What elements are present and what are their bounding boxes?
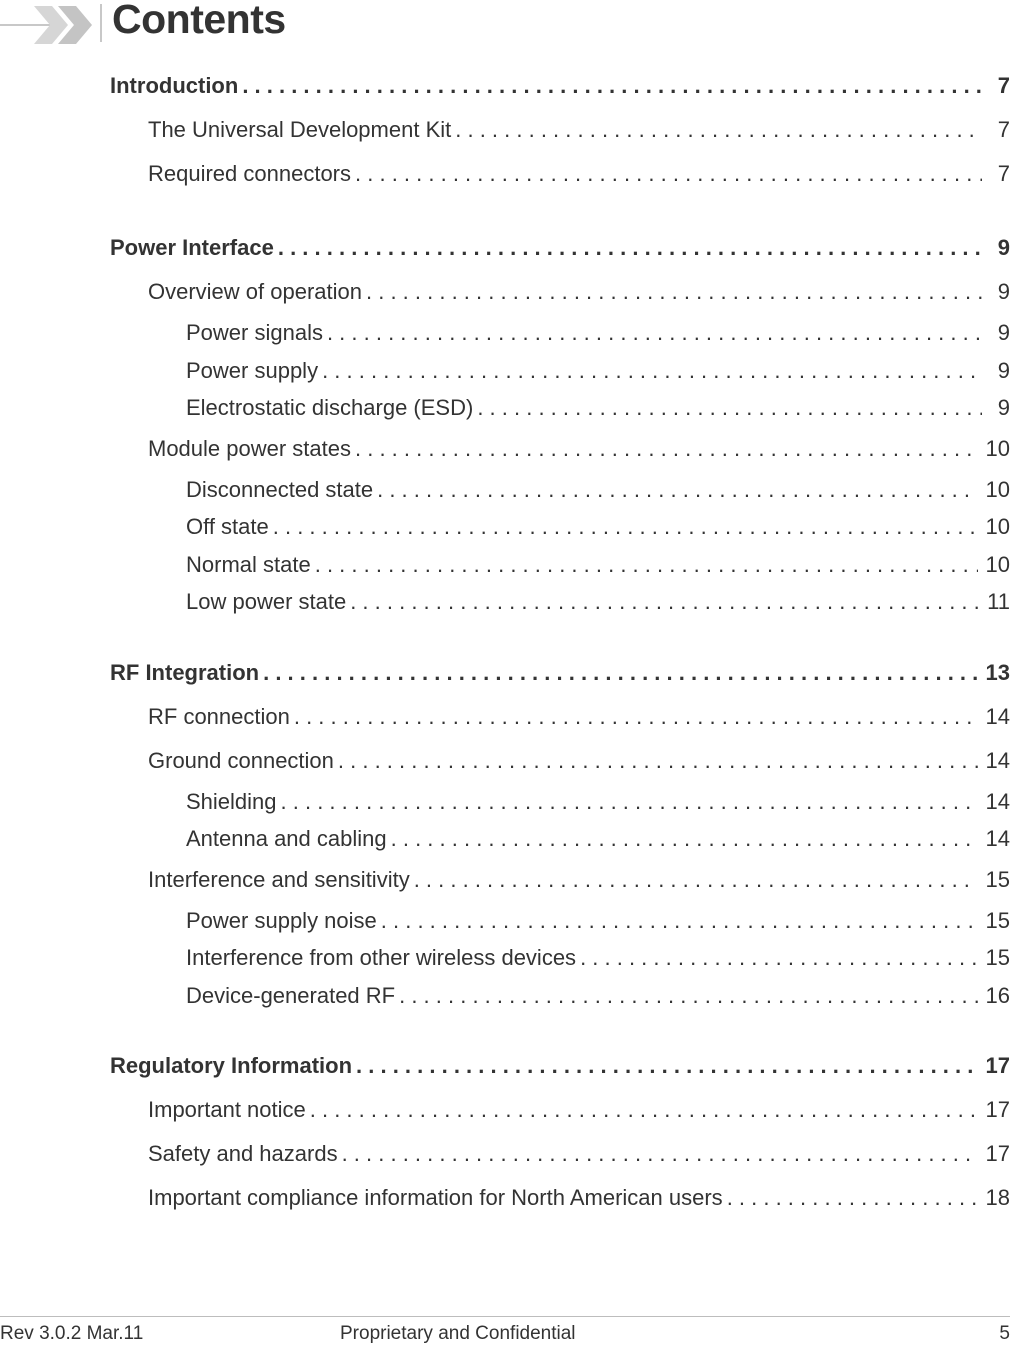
toc-entry-title: Module power states [148, 435, 351, 461]
toc-page-number: 10 [985, 514, 1010, 539]
toc-page-number: 10 [985, 551, 1010, 577]
toc-section[interactable] [148, 858, 1010, 902]
page-header [0, 0, 1010, 50]
toc-entry-title: Shielding [186, 788, 277, 814]
toc-page-number: 9 [997, 279, 1010, 304]
toc-leader [727, 1176, 978, 1220]
toc-leader [356, 1044, 978, 1088]
page-footer [0, 1316, 1010, 1347]
confidentiality-notice: Proprietary and Confidential [340, 1323, 576, 1344]
toc-page-number: 13 [985, 659, 1010, 685]
header-divider [100, 4, 102, 42]
toc-entry-title: Antenna and cabling [186, 826, 387, 851]
toc-entry-title: RF Integration [110, 659, 260, 685]
table-of-contents [110, 64, 1010, 1220]
toc-leader [455, 108, 982, 152]
revision-label: Rev 3.0.2 Mar.11 [0, 1323, 144, 1344]
toc-entry-title: Important compliance information for North American users [148, 1185, 723, 1210]
toc-chapter[interactable] [110, 651, 1010, 695]
toc-page-number: 7 [997, 73, 1010, 98]
toc-leader [350, 583, 979, 621]
toc-entry-title: Power supply [186, 357, 319, 383]
toc-subsection[interactable] [186, 546, 1010, 584]
toc-page-number: 16 [985, 982, 1010, 1008]
toc-page-number: 7 [997, 161, 1010, 186]
toc-page-number: 14 [985, 788, 1010, 814]
toc-entry-title: Ground connection [148, 747, 334, 773]
toc-page-number: 7 [997, 117, 1010, 142]
toc-page-number: 9 [997, 235, 1010, 260]
toc-leader [477, 389, 982, 427]
toc-entry-title: Introduction [110, 73, 239, 98]
toc-page-number: 15 [985, 907, 1010, 933]
toc-leader [327, 314, 982, 352]
toc-leader [273, 508, 978, 546]
toc-leader [391, 820, 978, 858]
toc-chapter[interactable] [110, 226, 1010, 270]
toc-page-number: 17 [985, 1053, 1010, 1078]
toc-section[interactable] [148, 427, 1010, 471]
toc-leader [414, 858, 978, 902]
toc-page-number: 14 [985, 747, 1010, 773]
toc-entry-title: Device-generated RF [186, 982, 396, 1008]
toc-leader [278, 226, 982, 270]
page-title: Contents [112, 0, 286, 42]
toc-page-number: 11 [987, 589, 1010, 614]
toc-page-number: 15 [985, 945, 1010, 970]
toc-page-number: 14 [985, 703, 1010, 729]
toc-leader [355, 427, 978, 471]
toc-section[interactable] [148, 1132, 1010, 1176]
toc-chapter[interactable] [110, 1044, 1010, 1088]
toc-entry-title: Power supply noise [186, 907, 377, 933]
toc-section[interactable] [148, 1176, 1010, 1220]
toc-leader [381, 902, 978, 940]
toc-page-number: 17 [985, 1097, 1010, 1122]
toc-entry-title: RF connection [148, 703, 290, 729]
toc-subsection[interactable] [186, 820, 1010, 858]
toc-entry-title: The Universal Development Kit [148, 117, 452, 142]
toc-entry-title: Safety and hazards [148, 1141, 338, 1166]
toc-page-number: 15 [985, 866, 1010, 892]
toc-page-number: 9 [997, 320, 1010, 345]
toc-subsection[interactable] [186, 508, 1010, 546]
toc-leader [342, 1132, 978, 1176]
toc-page-number: 9 [997, 395, 1010, 420]
toc-leader [399, 977, 977, 1015]
toc-entry-title: Overview of operation [148, 279, 362, 304]
toc-leader [310, 1088, 978, 1132]
toc-subsection[interactable] [186, 314, 1010, 352]
toc-leader [366, 270, 982, 314]
toc-leader [315, 546, 978, 584]
toc-section[interactable] [148, 695, 1010, 739]
toc-leader [322, 352, 982, 390]
toc-leader [281, 783, 978, 821]
toc-entry-title: Electrostatic discharge (ESD) [186, 395, 474, 420]
toc-leader [242, 64, 982, 108]
toc-page-number: 9 [997, 357, 1010, 383]
page-number: 5 [999, 1323, 1010, 1344]
toc-section[interactable] [148, 152, 1010, 196]
toc-entry-title: Power Interface [110, 235, 274, 260]
toc-page-number: 10 [985, 476, 1010, 502]
toc-entry-title: Regulatory Information [110, 1053, 353, 1078]
toc-section[interactable] [148, 739, 1010, 783]
toc-entry-title: Interference from other wireless devices [186, 945, 577, 970]
toc-entry-title: Required connectors [148, 161, 352, 186]
toc-subsection[interactable] [186, 471, 1010, 509]
toc-subsection[interactable] [186, 783, 1010, 821]
toc-page-number: 10 [985, 435, 1010, 461]
toc-entry-title: Power signals [186, 320, 323, 345]
toc-chapter[interactable] [110, 64, 1010, 108]
toc-subsection[interactable] [186, 902, 1010, 940]
toc-leader [338, 739, 978, 783]
toc-leader [294, 695, 978, 739]
toc-section[interactable] [148, 1088, 1010, 1132]
toc-section[interactable] [148, 270, 1010, 314]
toc-leader [355, 152, 982, 196]
toc-entry-title: Low power state [186, 589, 347, 614]
toc-leader [580, 939, 977, 977]
toc-entry-title: Important notice [148, 1097, 306, 1122]
toc-entry-title: Disconnected state [186, 476, 374, 502]
toc-page-number: 18 [985, 1185, 1010, 1210]
toc-subsection[interactable] [186, 939, 1010, 977]
toc-entry-title: Interference and sensitivity [148, 866, 410, 892]
toc-page-number: 17 [985, 1141, 1010, 1166]
chevron-arrows-icon [30, 2, 94, 48]
toc-entry-title: Normal state [186, 551, 311, 577]
toc-section[interactable] [148, 108, 1010, 152]
toc-subsection[interactable] [186, 583, 1010, 621]
toc-subsection[interactable] [186, 977, 1010, 1015]
toc-subsection[interactable] [186, 352, 1010, 390]
toc-entry-title: Off state [186, 514, 269, 539]
toc-subsection[interactable] [186, 389, 1010, 427]
toc-page-number: 14 [985, 826, 1010, 851]
toc-leader [377, 471, 977, 509]
toc-leader [263, 651, 977, 695]
